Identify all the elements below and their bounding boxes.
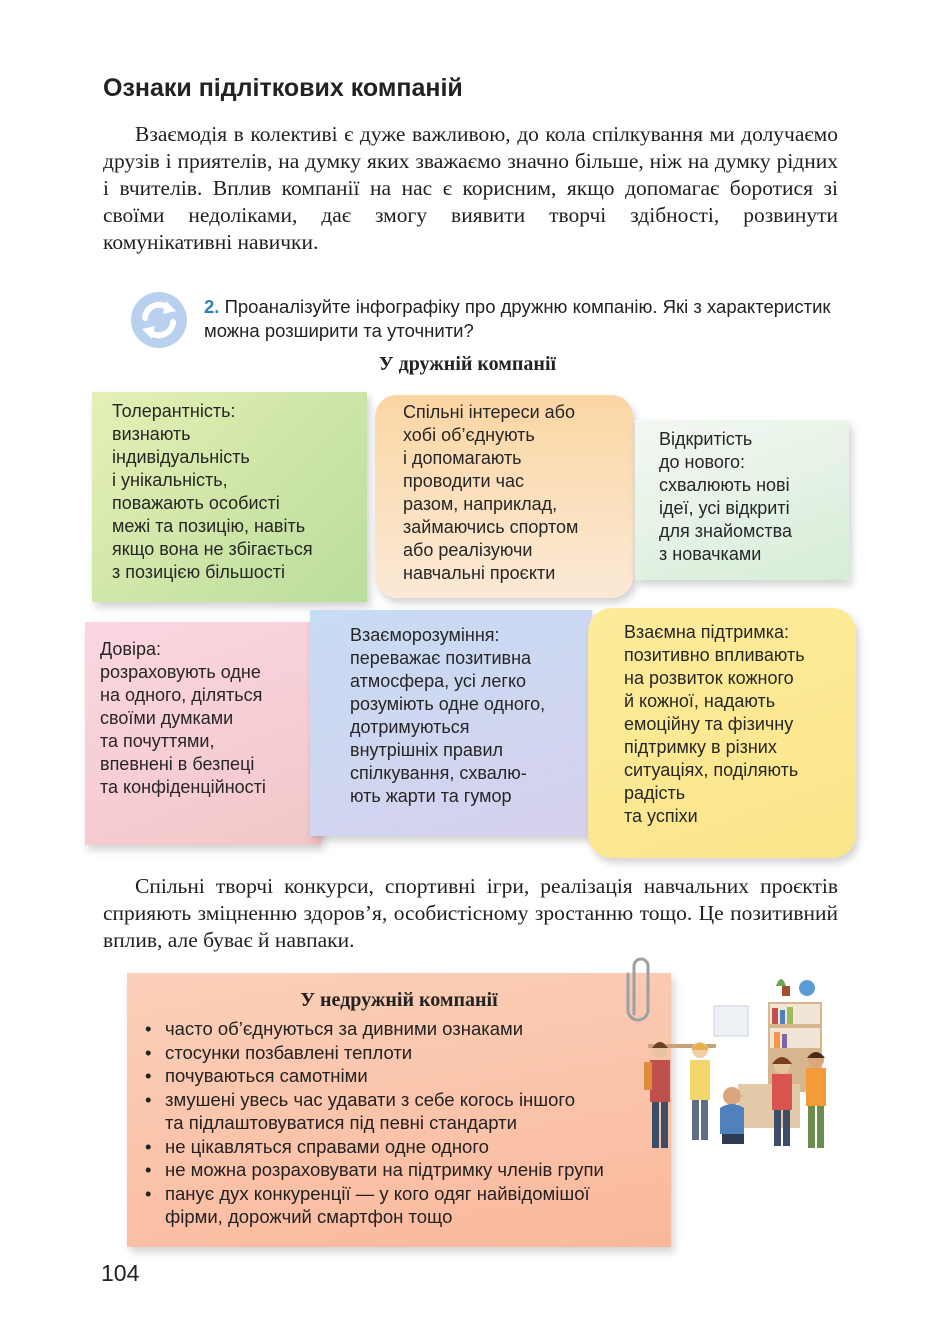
- note-tolerance: Толерантність: визнають індивідуальність і унікальність, поважають особисті межі та позицію, навіть якщо вона не збігається з позицією більшості: [92, 392, 367, 602]
- friendly-company-title: У дружній компанії: [378, 353, 557, 375]
- unfriendly-company-box: [127, 973, 671, 1247]
- bullet-icon: •: [145, 1088, 152, 1110]
- note-trust: Довіра: розраховують одне на одного, діляться своїми думками та почуттями, впевнені в безпеці та конфіденційності: [85, 622, 321, 845]
- list-item: • не цікавляться справами одне одного: [145, 1135, 489, 1157]
- bullet-icon: •: [145, 1159, 152, 1180]
- list-item: • стосунки позбавлені теплоти: [145, 1041, 413, 1063]
- list-item: • змушені увесь час удавати з себе когось іншого та підлаштовуватися під певні стандарти: [145, 1088, 576, 1133]
- unfriendly-list: [145, 1017, 665, 1229]
- bullet-icon: •: [145, 1041, 152, 1063]
- note-mutual-understanding: Взаєморозуміння: переважає позитивна атмосфера, усі легко розуміють одне одного, дотримуються внутрішніх правил спілкування, схвалю- ють жарти та гумор: [310, 610, 592, 836]
- task-number: 2.: [204, 296, 220, 317]
- list-item: • не можна розраховувати на підтримку членів групи: [145, 1159, 604, 1180]
- section-heading: Ознаки підліткових компаній: [103, 74, 463, 102]
- refresh-arrows-icon: [131, 292, 187, 348]
- bullet-icon: •: [145, 1018, 152, 1039]
- note-mutual-support: Взаємна підтримка: позитивно впливають на розвиток кожного й кожної, надають емоційну та фізичну підтримку в різних ситуаціях, поділяють радість та успіхи: [588, 608, 856, 858]
- bullet-icon: •: [145, 1135, 152, 1157]
- unfriendly-company-title: У недружній компанії: [300, 989, 498, 1011]
- list-item: • часто об’єднуються за дивними ознаками: [145, 1018, 524, 1039]
- teenagers-group-illustration: [636, 968, 846, 1164]
- second-paragraph: Спільні творчі конкурси, спортивні ігри, реалізація навчальних проєктів сприяють зміцненню здоров’я, особистісному зростанню тощо. Це позитивний вплив, але буває й навпаки.: [103, 874, 838, 952]
- list-item: • почуваються самотніми: [145, 1065, 368, 1086]
- bullet-icon: •: [145, 1182, 152, 1204]
- task-question: Проаналізуйте інфографіку про дружню компанію. Які з характеристик можна розширити та уточнити?: [204, 296, 831, 341]
- note-openness: Відкритість до нового: схвалюють нові ідеї, усі відкриті для знайомства з новачками: [635, 420, 849, 580]
- task-text: [204, 295, 844, 343]
- bullet-icon: •: [145, 1065, 152, 1086]
- note-common-interests: Спільні інтереси або хобі об’єднують і допомагають проводити час разом, наприклад, займаючись спортом або реалізуючи навчальні проєкти: [375, 395, 633, 598]
- page-number: 104: [101, 1260, 140, 1286]
- list-item: • панує дух конкуренції — у кого одяг найвідомішої фірми, дорожчий смартфон тощо: [145, 1182, 590, 1227]
- intro-paragraph: Взаємодія в колективі є дуже важливою, до кола спілкування ми долучаємо друзів і приятелів, на думку яких зважаємо значно більше, ніж на думку рідних і вчителів. Вплив компанії на нас є корисним, якщо допомагає боротися зі своїми недоліками, дає змогу виявити творчі здібності, розвинути комунікативні навички.: [103, 122, 838, 254]
